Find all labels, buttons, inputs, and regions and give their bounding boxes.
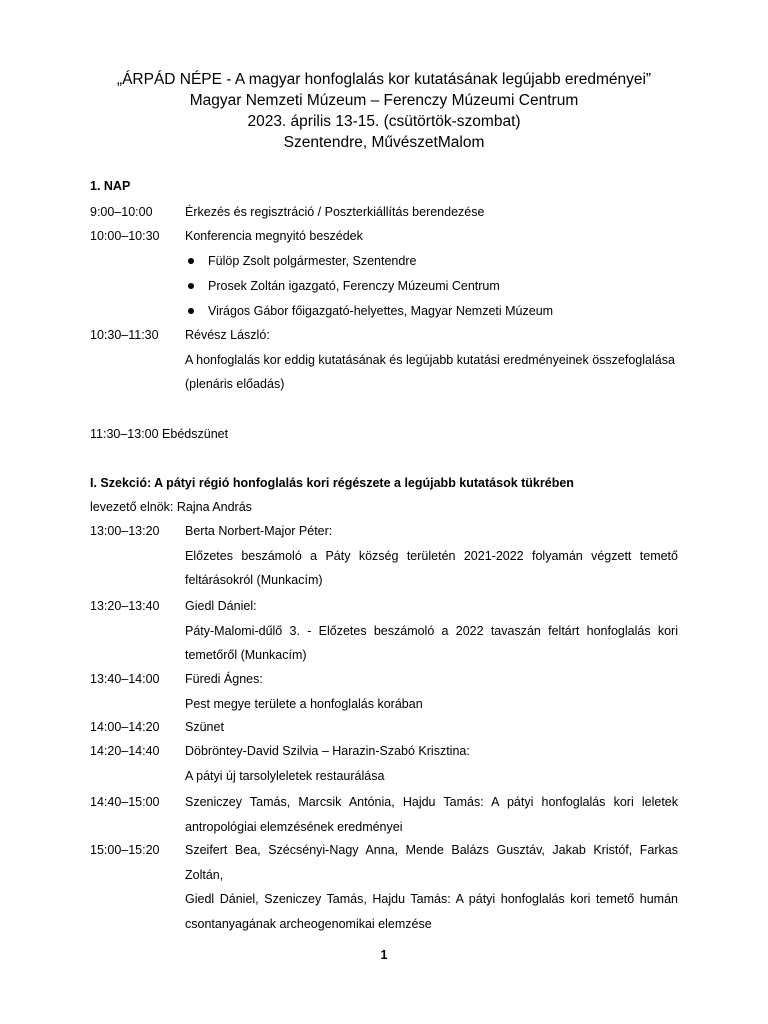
- header-line-2: Magyar Nemzeti Múzeum – Ferenczy Múzeumi Centrum: [189, 92, 579, 109]
- row-line: Előzetes beszámoló a Páty község területén 2021-2022 folyamán végzett temető: [185, 548, 678, 563]
- row-time: 10:30–11:30: [90, 328, 159, 342]
- schedule-row: [90, 715, 678, 740]
- header-line-3: 2023. április 13-15. (csütörtök-szombat): [247, 113, 521, 130]
- row-line: Füredi Ágnes:: [185, 672, 263, 686]
- speaker-bullet-item: [185, 301, 553, 321]
- row-line: Szünet: [185, 720, 224, 734]
- section-title: I. Szekció: A pátyi régió honfoglalás kori régészete a legújabb kutatások tükrében: [90, 476, 574, 490]
- row-time: 15:00–15:20: [90, 843, 160, 857]
- header-line-4: Szentendre, MűvészetMalom: [283, 134, 485, 151]
- row-time: 13:00–13:20: [90, 524, 160, 538]
- row-line: Giedl Dániel:: [185, 599, 257, 613]
- row-content: [185, 838, 678, 936]
- row-line: Döbröntey-David Szilvia – Harazin-Szabó Krisztina:: [185, 744, 470, 758]
- schedule-row: [90, 838, 678, 936]
- session-chair: levezető elnök: Rajna András: [90, 500, 252, 514]
- row-time: 9:00–10:00: [90, 205, 153, 219]
- bullet-text: Fülöp Zsolt polgármester, Szentendre: [208, 254, 417, 268]
- row-time: 13:40–14:00: [90, 672, 160, 686]
- schedule-row: [90, 519, 678, 593]
- row-line: Szeifert Bea, Szécsényi-Nagy Anna, Mende Balázs Gusztáv, Jakab Kristóf, Farkas Zoltán,: [185, 843, 678, 882]
- row-content: [185, 323, 678, 397]
- row-content: [185, 715, 678, 740]
- row-time: 14:00–14:20: [90, 720, 160, 734]
- bullet-dot-icon: [188, 308, 194, 314]
- row-line: Berta Norbert-Major Péter:: [185, 524, 333, 538]
- speaker-bullet-item: [185, 251, 416, 271]
- day-title: 1. NAP: [90, 179, 131, 193]
- row-content: [185, 790, 678, 839]
- row-line: Révész László:: [185, 328, 270, 342]
- schedule-row: [90, 323, 678, 397]
- schedule-row: [90, 594, 678, 668]
- row-line: antropológiai elemzésének eredményei: [185, 819, 403, 834]
- row-line: csontanyagának archeogenomikai elemzése: [185, 916, 432, 931]
- speaker-bullet-item: [185, 276, 500, 296]
- bullet-text: Prosek Zoltán igazgató, Ferenczy Múzeumi Centrum: [208, 279, 500, 293]
- bullet-dot-icon: [188, 258, 194, 264]
- row-line: A honfoglalás kor eddig kutatásának és legújabb kutatási eredményeinek összefoglalása: [185, 352, 675, 367]
- schedule-row: [90, 667, 678, 716]
- row-line: temetőről (Munkacím): [185, 648, 307, 662]
- lunch-break: 11:30–13:00 Ebédszünet: [90, 427, 229, 441]
- schedule-row: [90, 739, 678, 788]
- row-content: [185, 519, 678, 593]
- row-line: Giedl Dániel, Szeniczey Tamás, Hajdu Tamás: A pátyi honfoglalás kori temető humán: [185, 892, 678, 906]
- row-line: (plenáris előadás): [185, 377, 285, 391]
- row-content: [185, 667, 678, 716]
- row-line: Konferencia megnyitó beszédek: [185, 229, 363, 243]
- row-time: 14:20–14:40: [90, 744, 160, 758]
- bullet-dot-icon: [188, 283, 194, 289]
- row-content: [185, 200, 678, 225]
- schedule-row: [90, 224, 678, 249]
- row-line: Érkezés és regisztráció / Poszterkiállítás berendezése: [185, 205, 485, 219]
- bullet-text: Virágos Gábor főigazgató-helyettes, Magyar Nemzeti Múzeum: [208, 304, 554, 318]
- row-line: Páty-Malomi-dűlő 3. - Előzetes beszámoló a 2022 tavaszán feltárt honfoglalás kori: [185, 623, 678, 638]
- row-content: [185, 594, 678, 668]
- schedule-row: [90, 200, 678, 225]
- row-line: Szeniczey Tamás, Marcsik Antónia, Hajdu Tamás: A pátyi honfoglalás kori leletek: [185, 795, 678, 809]
- row-content: [185, 739, 678, 788]
- row-line: feltárásokról (Munkacím): [185, 573, 323, 587]
- row-content: [185, 224, 678, 249]
- page-number: 1: [380, 948, 388, 962]
- row-time: 10:00–10:30: [90, 229, 160, 243]
- row-line: A pátyi új tarsolyleletek restaurálása: [185, 768, 385, 783]
- schedule-row: [90, 790, 678, 839]
- header-line-1: „ÁRPÁD NÉPE - A magyar honfoglalás kor kutatásának legújabb eredményei”: [116, 71, 652, 88]
- row-time: 14:40–15:00: [90, 795, 160, 809]
- row-line: Pest megye területe a honfoglalás korában: [185, 696, 423, 711]
- row-time: 13:20–13:40: [90, 599, 160, 613]
